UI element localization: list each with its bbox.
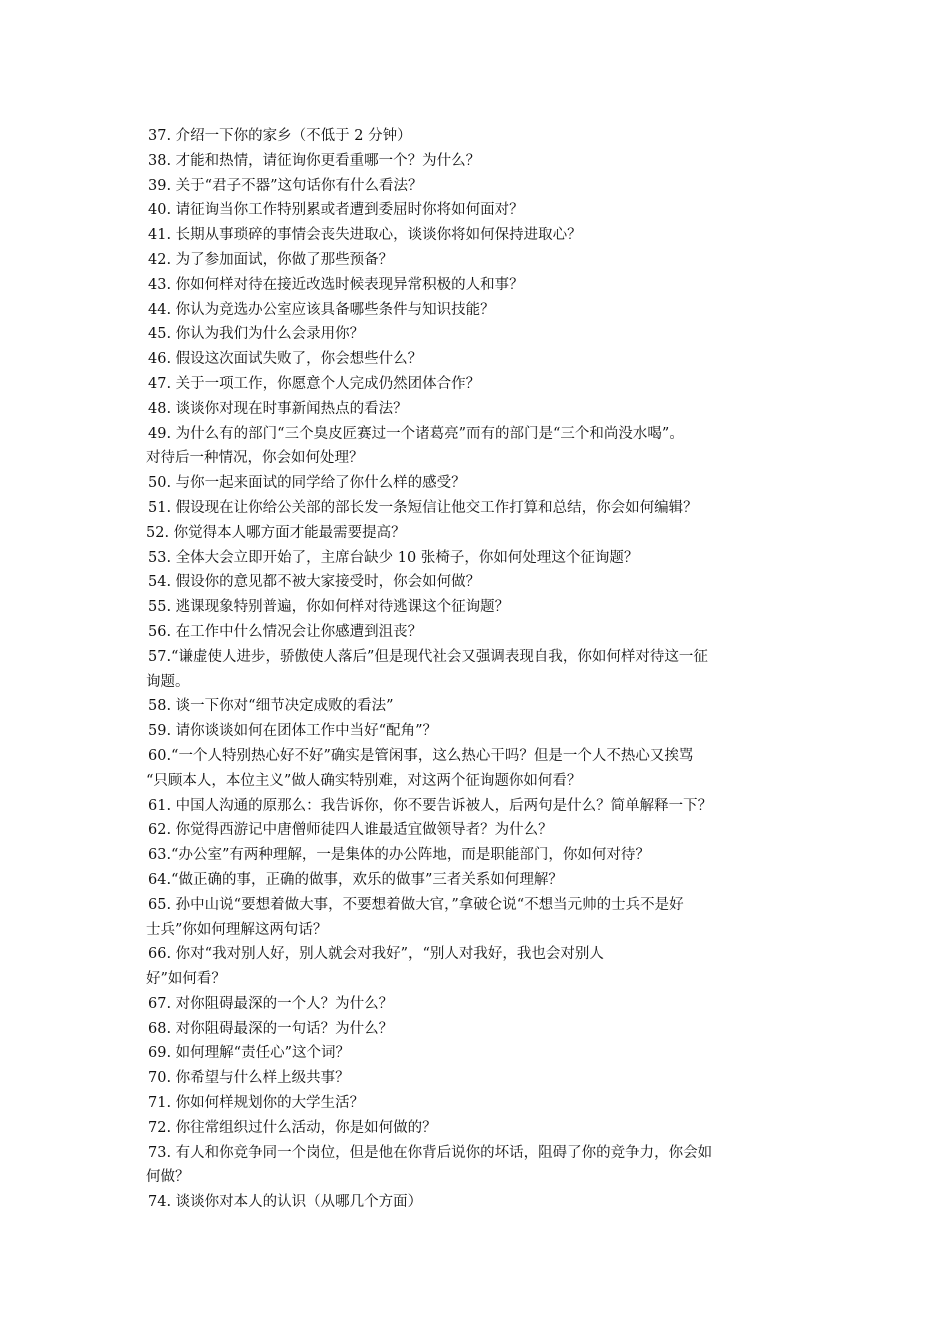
text-line: 士兵”你如何理解这两句话？: [146, 921, 328, 938]
text-line: 59. 请你谈谈如何在团体工作中当好“配角”？: [148, 723, 437, 740]
text-line: 对待后一种情况，你会如何处理？: [146, 450, 364, 467]
text-line: 74. 谈谈你对本人的认识（从哪几个方面）: [148, 1194, 423, 1211]
text-line: 58. 谈一下你对“细节决定成败的看法”: [148, 698, 394, 715]
text-line: 68. 对你阻碍最深的一句话？为什么？: [148, 1020, 394, 1037]
text-line: 42. 为了参加面试，你做了那些预备？: [148, 251, 394, 268]
text-line: 55. 逃课现象特别普遍，你如何样对待逃课这个征询题？: [148, 599, 510, 616]
text-line: 70. 你希望与什么样上级共事？: [148, 1070, 350, 1087]
text-line: 何做？: [146, 1169, 190, 1186]
text-line: 45. 你认为我们为什么会录用你？: [148, 326, 365, 343]
text-line: 40. 请征询当你工作特别累或者遭到委屈时你将如何面对？: [148, 202, 524, 219]
text-line: 54. 假设你的意见都不被大家接受时，你会如何做？: [148, 574, 481, 591]
text-line: 47. 关于一项工作，你愿意个人完成仍然团体合作？: [148, 375, 481, 392]
text-line: 61. 中国人沟通的原那么：我告诉你，你不要告诉被人，后两句是什么？简单解释一下？: [148, 797, 713, 814]
text-line: 60.“一个人特别热心好不好”确实是管闲事，这么热心干吗？但是一个人不热心又挨骂: [148, 747, 694, 764]
text-line: 38. 才能和热情，请征询你更看重哪一个？为什么？: [148, 152, 481, 169]
text-line: 71. 你如何样规划你的大学生活？: [148, 1095, 365, 1112]
text-line: 67. 对你阻碍最深的一个人？为什么？: [148, 995, 394, 1012]
text-line: 51. 假设现在让你给公关部的部长发一条短信让他交工作打算和总结，你会如何编辑？: [148, 499, 698, 516]
text-line: 44. 你认为竞选办公室应该具备哪些条件与知识技能？: [148, 301, 495, 318]
text-line: 62. 你觉得西游记中唐僧师徒四人谁最适宜做领导者？为什么？: [148, 822, 553, 839]
text-line: 69. 如何理解“责任心”这个词？: [148, 1045, 350, 1062]
text-line: 64.“做正确的事，正确的做事，欢乐的做事”三者关系如何理解？: [148, 871, 563, 888]
text-line: 50. 与你一起来面试的同学给了你什么样的感受？: [148, 475, 466, 492]
text-line: 37. 介绍一下你的家乡（不低于 2 分钟）: [148, 128, 412, 144]
document-page: [146, 124, 814, 1215]
text-line: “只顾本人，本位主义”做人确实特别难，对这两个征询题你如何看？: [146, 772, 582, 789]
text-line: 66. 你对“我对别人好，别人就会对我好”，“别人对我好，我也会对别人: [148, 946, 604, 963]
text-line: 43. 你如何样对待在接近改选时候表现异常积极的人和事？: [148, 276, 524, 293]
text-line: 41. 长期从事琐碎的事情会丧失进取心，谈谈你将如何保持进取心？: [148, 227, 582, 244]
text-line: 46. 假设这次面试失败了，你会想些什么？: [148, 351, 423, 368]
text-line: 52. 你觉得本人哪方面才能最需要提高？: [146, 524, 406, 541]
text-line: 48. 谈谈你对现在时事新闻热点的看法？: [148, 400, 408, 417]
text-line: 好”如何看？: [146, 971, 226, 988]
text-line: 39. 关于“君子不器”这句话你有什么看法？: [148, 177, 423, 194]
text-line: 72. 你往常组织过什么活动，你是如何做的？: [148, 1119, 437, 1136]
text-line: 49. 为什么有的部门“三个臭皮匠赛过一个诸葛亮”而有的部门是“三个和尚没水喝”。: [148, 425, 684, 442]
text-line: 56. 在工作中什么情况会让你感遭到沮丧？: [148, 623, 423, 640]
text-line: 57.“谦虚使人进步，骄傲使人落后”但是现代社会又强调表现自我，你如何样对待这一征: [148, 648, 708, 665]
text-line: 73. 有人和你竞争同一个岗位，但是他在你背后说你的坏话，阻碍了你的竞争力，你会如: [148, 1144, 713, 1161]
text-line: 53. 全体大会立即开始了，主席台缺少 10 张椅子，你如何处理这个征询题？: [148, 549, 639, 566]
text-line: 63.“办公室”有两种理解，一是集体的办公阵地，而是职能部门，你如何对待？: [148, 847, 650, 864]
text-line: 65. 孙中山说“要想着做大事，不要想着做大官，”拿破仑说“不想当元帅的士兵不是好: [148, 896, 684, 913]
text-line: 询题。: [146, 673, 190, 690]
